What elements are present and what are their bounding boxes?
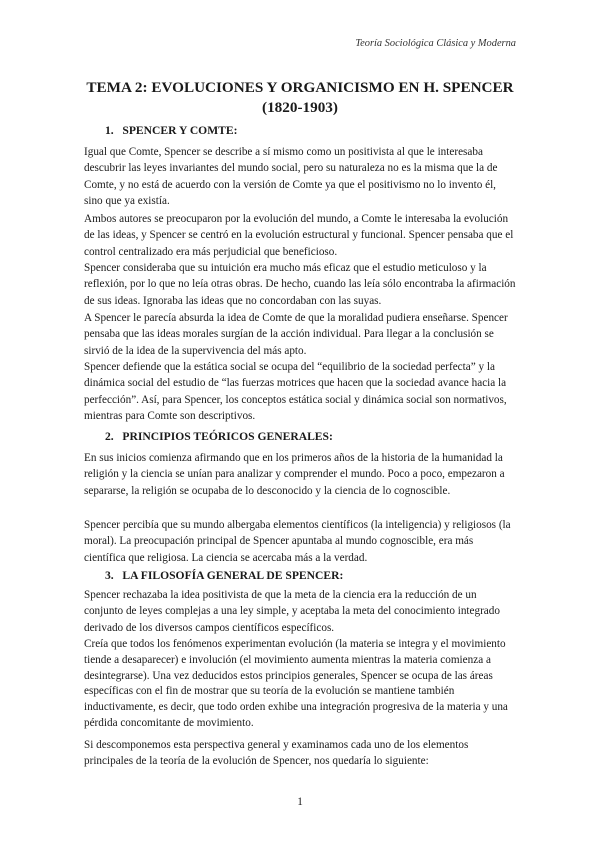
paragraph-3-3: Si descomponemos esta perspectiva general y examinamos cada uno de los elementos principales de la teoría de la evolución de Spencer, nos quedaría lo siguiente:: [84, 739, 469, 768]
paragraph-3-2: Creía que todos los fenómenos experimentan evolución (la materia se integra y el movimiento tiende a desaparecer) e involución (el movimiento aumenta mientras la materia comienza a desintegrarse). Una vez deducidos estos principios generales, Spencer se ocupa de las áreas específicas con el fin de mostrar que su teoría de la evolución se mantiene también inductivamente, es decir, que todo orden exhibe una integración progresiva de la materia y una pérdida concomitante de movimiento.: [84, 638, 508, 729]
paragraph-1-3: Spencer consideraba que su intuición era mucho más eficaz que el estudio meticuloso y la reflexión, por lo que no leía otras obras. De hecho, cuando las leía sólo encontraba la afirmación de sus ideas. Ignoraba las ideas que no concordaban con las suyas.: [84, 262, 516, 307]
paragraph-2-2: Spencer percibía que su mundo albergaba elementos científicos (la inteligencia) y religiosos (la moral). La preocupación principal de Spencer apuntaba al mundo cognoscible, era más científica que religiosa. La ciencia se acercaba más a la verdad.: [84, 519, 511, 564]
paragraph-1-4: A Spencer le parecía absurda la idea de Comte de que la moralidad pudiera enseñarse. Spencer pensaba que las ideas morales surgían de la acción individual. Para llegar a la conclusión se sirvió de la idea de la supervivencia del más apto.: [84, 312, 508, 357]
paragraph-1-2: Ambos autores se preocuparon por la evolución del mundo, a Comte le interesaba la evolución de las ideas, y Spencer se centró en la evolución estructural y funcional. Spencer pensaba que el control centralizado era más perjudicial que beneficioso.: [84, 213, 514, 258]
paragraph-1-1: Igual que Comte, Spencer se describe a sí mismo como un positivista al que le interesaba descubrir las leyes invariantes del mundo social, pero su naturaleza no es la misma que la de Comte, y no está de acuerdo con la versión de Comte ya que el positivismo no lo invento él, sino que ya existía.: [84, 146, 498, 207]
section-heading-3: 3. LA FILOSOFÍA GENERAL DE SPENCER:: [105, 569, 344, 582]
section-heading-1: 1. SPENCER Y COMTE:: [105, 124, 238, 137]
section-heading-2: 2. PRINCIPIOS TEÓRICOS GENERALES:: [105, 430, 333, 443]
page-title: TEMA 2: EVOLUCIONES Y ORGANICISMO EN H. SPENCER (1820-1903): [86, 79, 514, 116]
page-number: 1: [297, 796, 303, 808]
paragraph-2-1: En sus inicios comienza afirmando que en los primeros años de la historia de la humanidad la religión y la ciencia se unían para analizar y comprender el mundo. Poco a poco, empezaron a separarse, la religión se ocupaba de lo desconocido y la ciencia de lo cognoscible.: [84, 452, 505, 497]
running-header: Teoría Sociológica Clásica y Moderna: [355, 38, 516, 49]
paragraph-3-1: Spencer rechazaba la idea positivista de que la meta de la ciencia era la reducción de un conjunto de leyes complejas a una ley simple, y aceptaba la meta del conocimiento integrado derivado de los diversos campos científicos específicos.: [84, 589, 500, 634]
paragraph-1-5: Spencer defiende que la estática social se ocupa del “equilibrio de la sociedad perfecta” y la dinámica social del estudio de “las fuerzas motrices que hacen que la sociedad avance hacia la perfección”. Así, para Spencer, los conceptos estática social y dinámica social son normativos, mientras para Comte son descriptivos.: [84, 361, 507, 422]
